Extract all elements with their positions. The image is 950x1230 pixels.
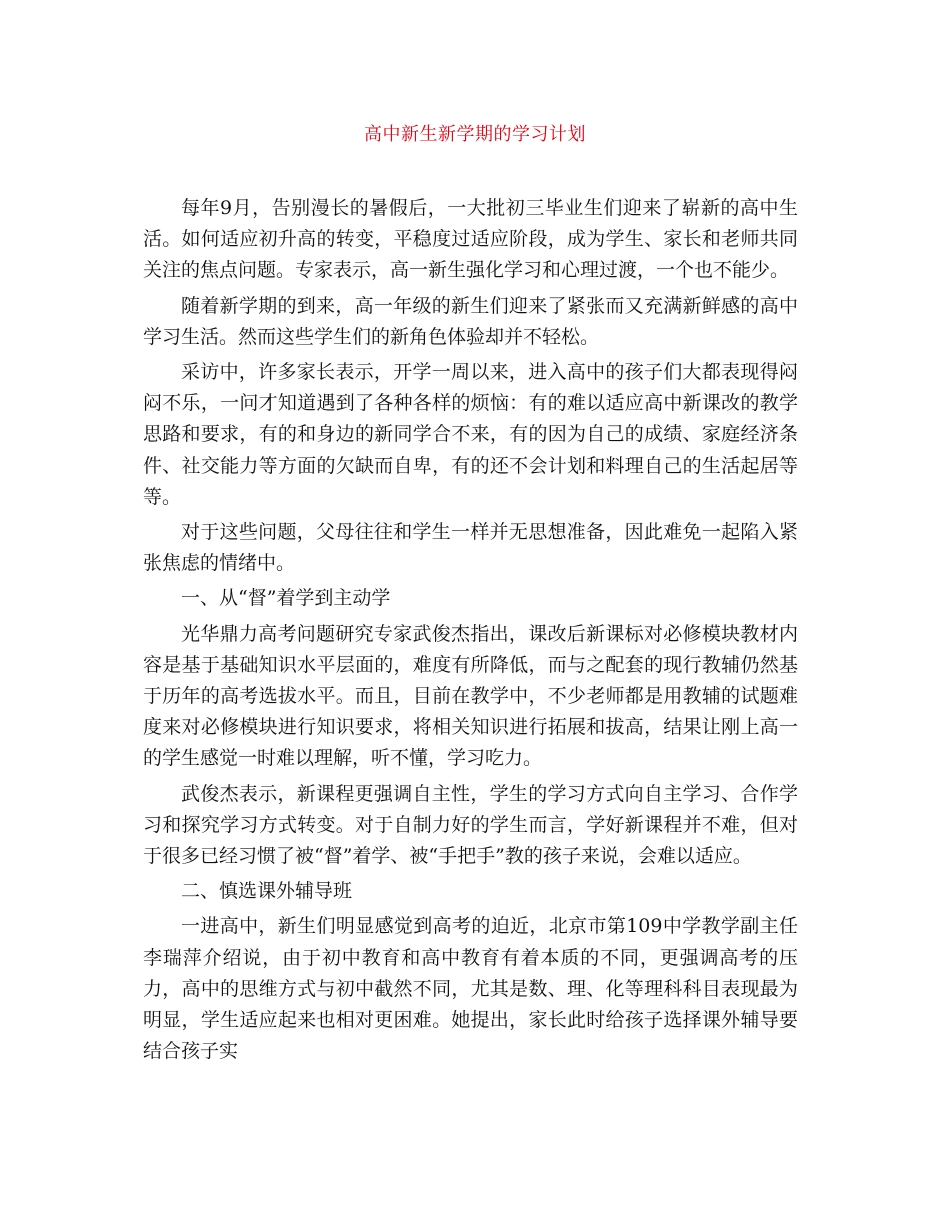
document-title: 高中新生新学期的学习计划 — [364, 124, 586, 145]
paragraph-intro: 每年9月，告别漫长的暑假后，一大批初三毕业生们迎来了崭新的高中生活。如何适应初升高的转变，平稳度过适应阶段，成为学生、家长和老师共同关注的焦点问题。专家表示，高一新生强化学习和心理过渡，一个也不能少。 — [143, 197, 798, 282]
section-heading-2: 二、慎选课外辅导班 — [181, 880, 353, 903]
paragraph-interview: 采访中，许多家长表示，开学一周以来，进入高中的孩子们大都表现得闷闷不乐，一问才知道遇到了各种各样的烦恼：有的难以适应高中新课改的教学思路和要求，有的和身边的新同学合不来，有的因为自己的成绩、家庭经济条件、社交能力等方面的欠缺而自卑，有的还不会计划和料理自己的生活起居等等。 — [143, 361, 798, 508]
paragraph-parents: 对于这些问题，父母往往和学生一样并无思想准备，因此难免一起陷入紧张焦虑的情绪中。 — [143, 521, 798, 575]
paragraph-new-curriculum: 武俊杰表示，新课程更强调自主性，学生的学习方式向自主学习、合作学习和探究学习方式转变。对于自制力好的学生而言，学好新课程并不难，但对于很多已经习惯了被“督”着学、被“手把手”教的孩子来说，会难以适应。 — [143, 782, 798, 868]
paragraph-new-semester: 随着新学期的到来，高一年级的新生们迎来了紧张而又充满新鲜感的高中学习生活。然而这些学生们的新角色体验却并不轻松。 — [143, 294, 798, 348]
document-body — [143, 193, 798, 1071]
paragraph-tutoring: 一进高中，新生们明显感觉到高考的迫近，北京市第109中学教学副主任李瑞萍介绍说，由于初中教育和高中教育有着本质的不同，更强调高考的压力，高中的思维方式与初中截然不同，尤其是数、理、化等理科科目表现最为明显，学生适应起来也相对更困难。她提出，家长此时给孩子选择课外辅导要结合孩子实 — [143, 915, 798, 1063]
section-heading-1: 一、从“督”着学到主动学 — [181, 587, 391, 610]
paragraph-expert: 光华鼎力高考问题研究专家武俊杰指出，课改后新课标对必修模块教材内容是基于基础知识水平层面的，难度有所降低，而与之配套的现行教辅仍然基于历年的高考选拔水平。而且，目前在教学中，不少老师都是用教辅的试题难度来对必修模块进行知识要求，将相关知识进行拓展和拔高，结果让刚上高一的学生感觉一时难以理解，听不懂，学习吃力。 — [143, 622, 798, 770]
